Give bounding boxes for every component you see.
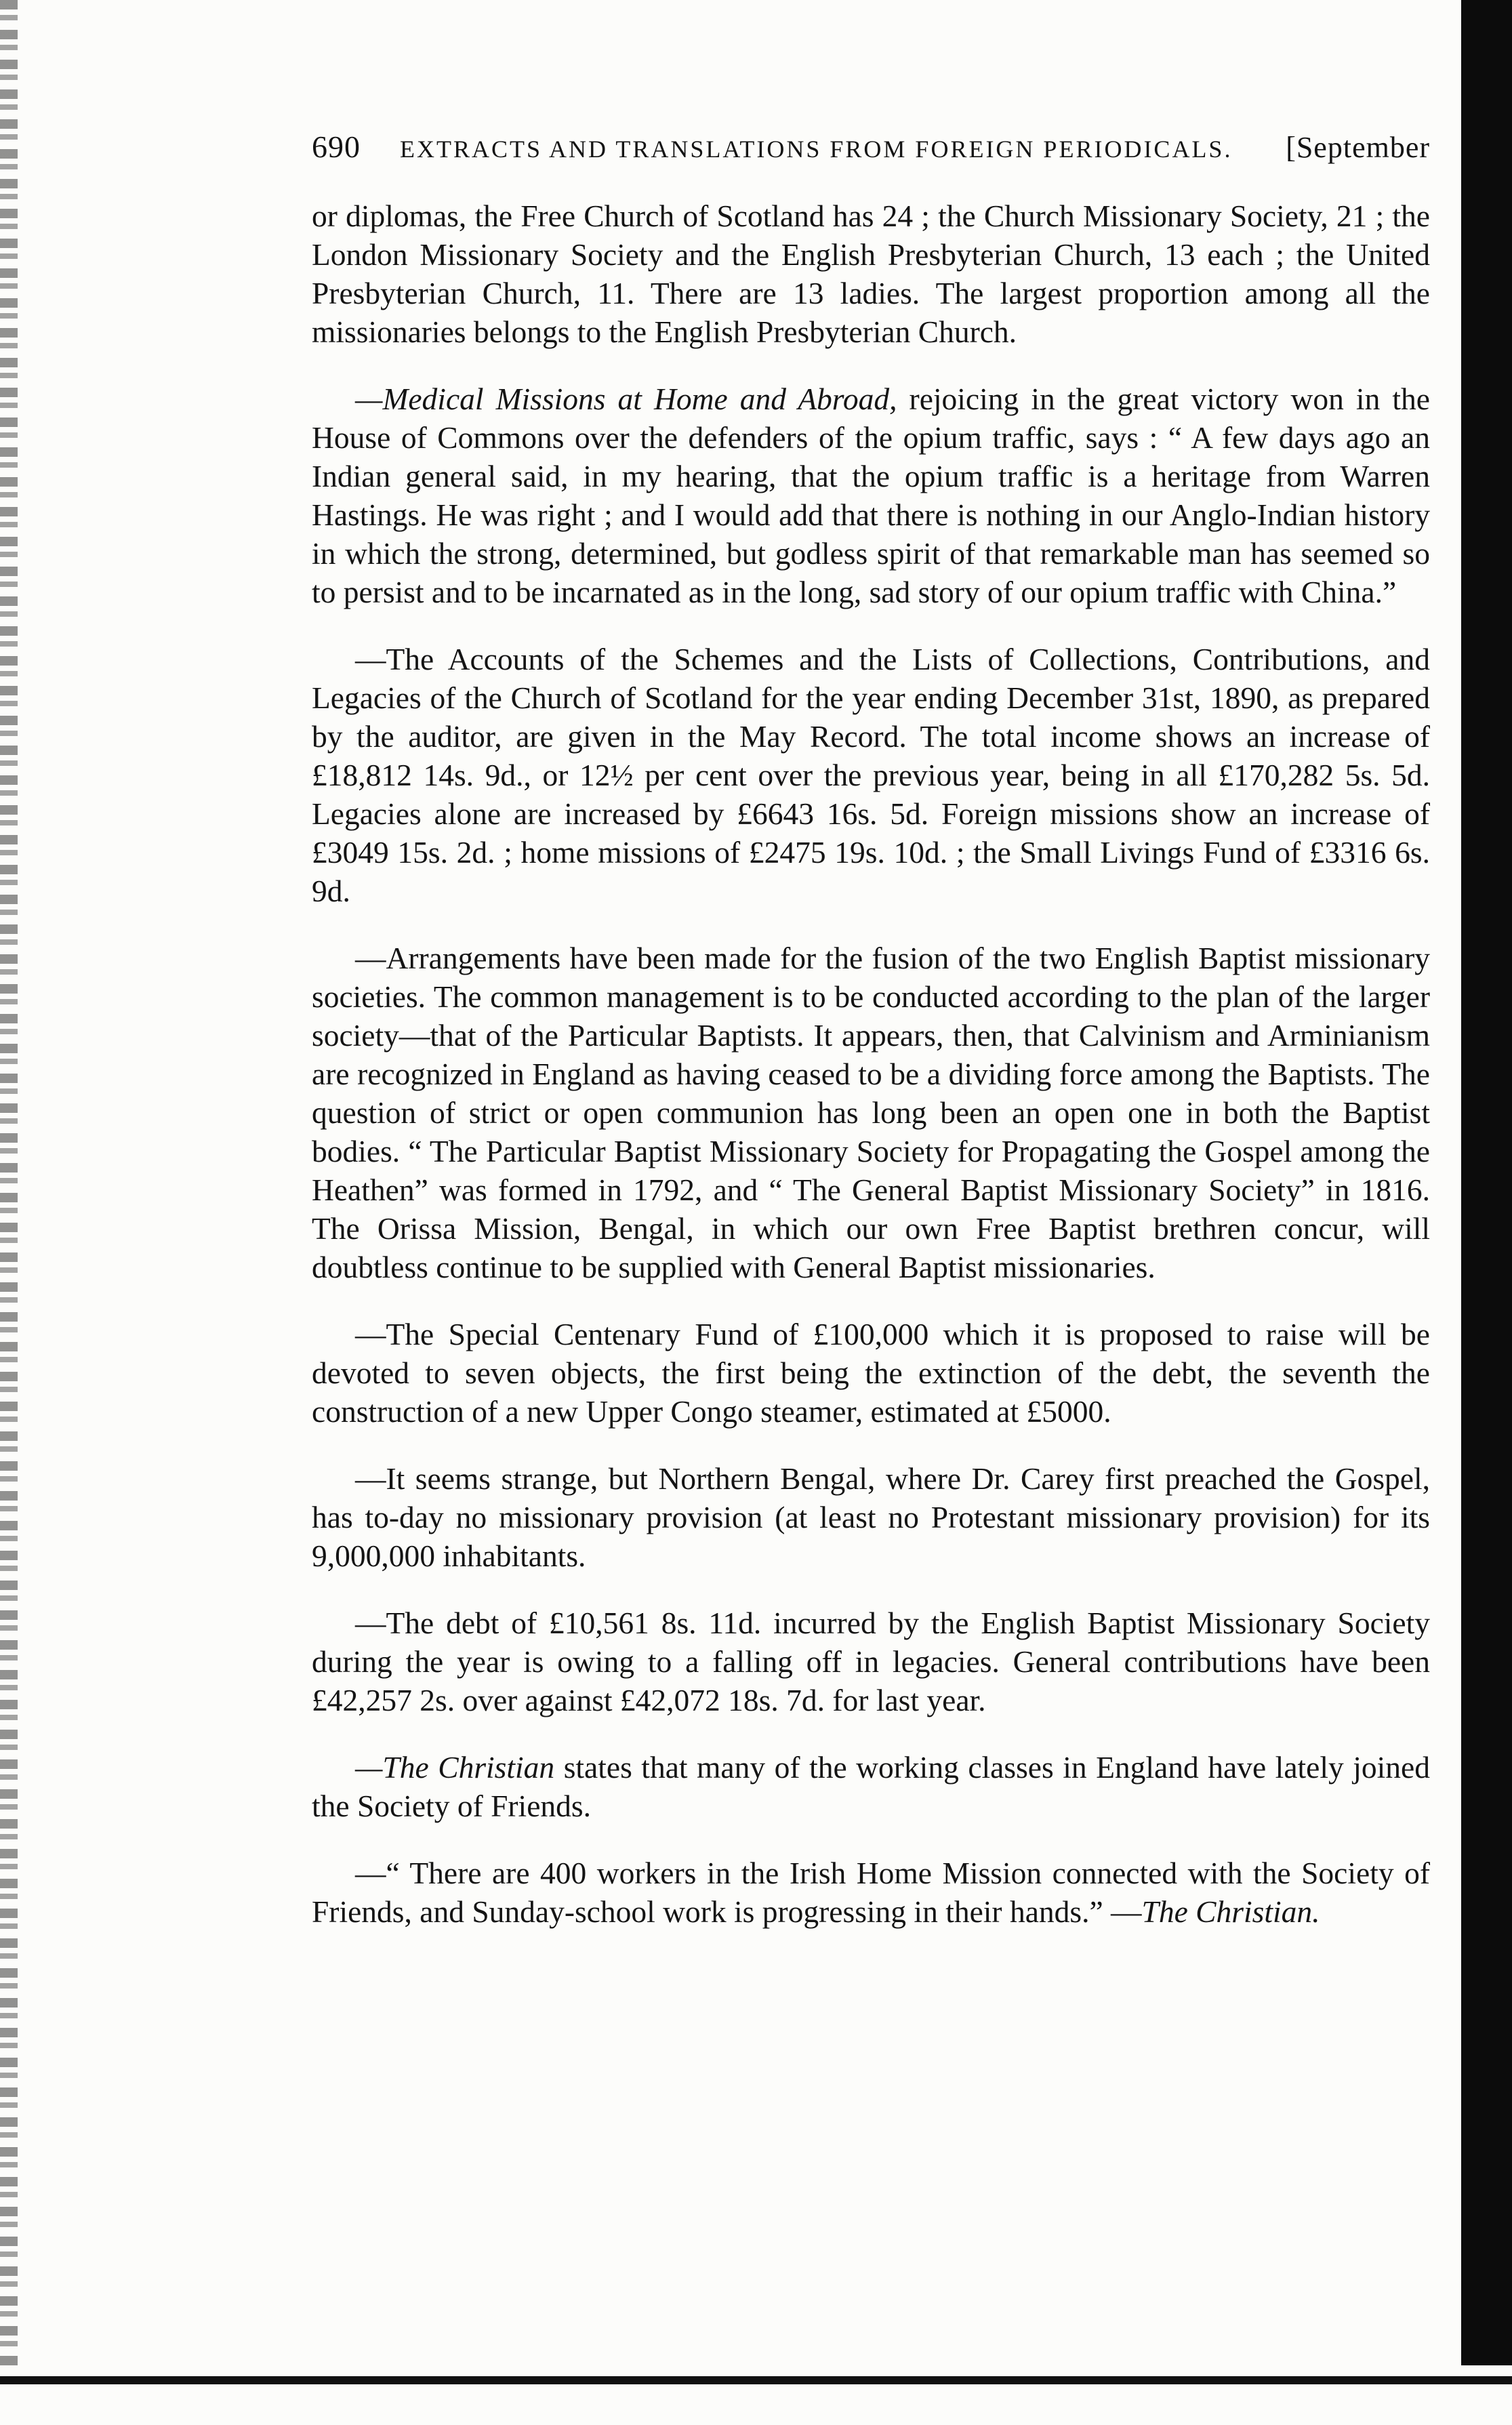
paragraph-text: rejoicing in the great victory won in the House of Commons over the defenders of the opium traffic, says : “ A few days ago an Indian general said, in my hearing, that the opium traffic is a heritage from Warren Hastings. He was right ; and I would add that there is nothing in our Anglo-Indian history in which the strong, determined, but godless spirit of that remarkable man has seemed so to persist and to be incarnated as in the long, sad story of our opium traffic with China.”: [312, 382, 1430, 609]
scan-binding-edge: [0, 0, 18, 2425]
scan-bottom-margin: [0, 2367, 1512, 2425]
paragraph-text: —“ There are 400 workers in the Irish Home Mission connected with the Society of Friends, and Sunday-school work is progressing in their hands.” —: [312, 1856, 1430, 1929]
paragraph-centenary-fund: [312, 1315, 1430, 1431]
paragraph-medical-missions: [312, 380, 1430, 611]
scan-right-margin: [1461, 0, 1512, 2365]
paragraph-diplomas: [312, 197, 1430, 351]
paragraph-northern-bengal: [312, 1459, 1430, 1575]
paragraph-baptist-fusion: [312, 939, 1430, 1286]
article-body: [312, 197, 1430, 1959]
paragraph-text: —Arrangements have been made for the fusion of the two English Baptist missionary societies. The common management is to be conducted according to the plan of the larger society—that of the Particular Baptists. It appears, then, that Calvinism and Arminianism are recognized in England as having ceased to be a dividing force among the Baptists. The question of strict or open communion has long been an open one in both the Baptist bodies. “ The Particular Baptist Missionary Society for Propagating the Gospel among the Heathen” was formed in 1792, and “ The General Baptist Missionary Society” in 1816. The Orissa Mission, Bengal, in which our own Free Baptist brethren concur, will doubtless continue to be supplied with General Baptist missionaries.: [312, 941, 1430, 1284]
paragraph-text: —The Special Centenary Fund of £100,000 which it is proposed to raise will be devoted to seven objects, the first being the extinction of the debt, the seventh the construction of a new Upper Congo steamer, estimated at £5000.: [312, 1317, 1430, 1429]
paragraph-text: —The Accounts of the Schemes and the Lists of Collections, Contributions, and Legacies of the Church of Scotland for the year ending December 31st, 1890, as prepared by the auditor, are given in the May Record. The total income shows an increase of £18,812 14s. 9d., or 12½ per cent over the previous year, being in all £170,282 5s. 5d. Legacies alone are increased by £6643 16s. 5d. Foreign missions show an increase of £3049 15s. 2d. ; home missions of £2475 19s. 10d. ; the Small Livings Fund of £3316 6s. 9d.: [312, 642, 1430, 908]
paragraph-lead-italic: —Medical Missions at Home and Abroad,: [355, 382, 897, 416]
paragraph-baptist-debt: [312, 1604, 1430, 1719]
paragraph-lead-italic: —The Christian: [355, 1750, 555, 1785]
running-date: [September: [1286, 131, 1430, 164]
running-head: EXTRACTS AND TRANSLATIONS FROM FOREIGN PERIODICALS.: [400, 136, 1233, 163]
paragraph-text: states that many of the working classes in England have lately joined the Society of Friends.: [312, 1750, 1430, 1823]
paragraph-text: —The debt of £10,561 8s. 11d. incurred by the English Baptist Missionary Society during the year is owing to a falling off in legacies. General contributions have been £42,257 2s. over against £42,072 18s. 7d. for last year.: [312, 1606, 1430, 1717]
paragraph-text: or diplomas, the Free Church of Scotland has 24 ; the Church Missionary Society, 21 ; the London Missionary Society and the English Presbyterian Church, 13 each ; the United Presbyterian Church, 11. There are 13 ladies. The largest proportion among all the missionaries belongs to the English Presbyterian Church.: [312, 199, 1430, 349]
page-header: [312, 129, 1430, 176]
paragraph-source-italic: The Christian.: [1141, 1894, 1320, 1929]
paragraph-church-accounts: [312, 640, 1430, 910]
paragraph-text: —It seems strange, but Northern Bengal, where Dr. Carey first preached the Gospel, has to-day no missionary provision (at least no Protestant missionary provision) for its 9,000,000 inhabitants.: [312, 1461, 1430, 1573]
page-number: 690: [312, 129, 361, 164]
paragraph-society-of-friends: [312, 1748, 1430, 1825]
paragraph-irish-home-mission: [312, 1854, 1430, 1931]
